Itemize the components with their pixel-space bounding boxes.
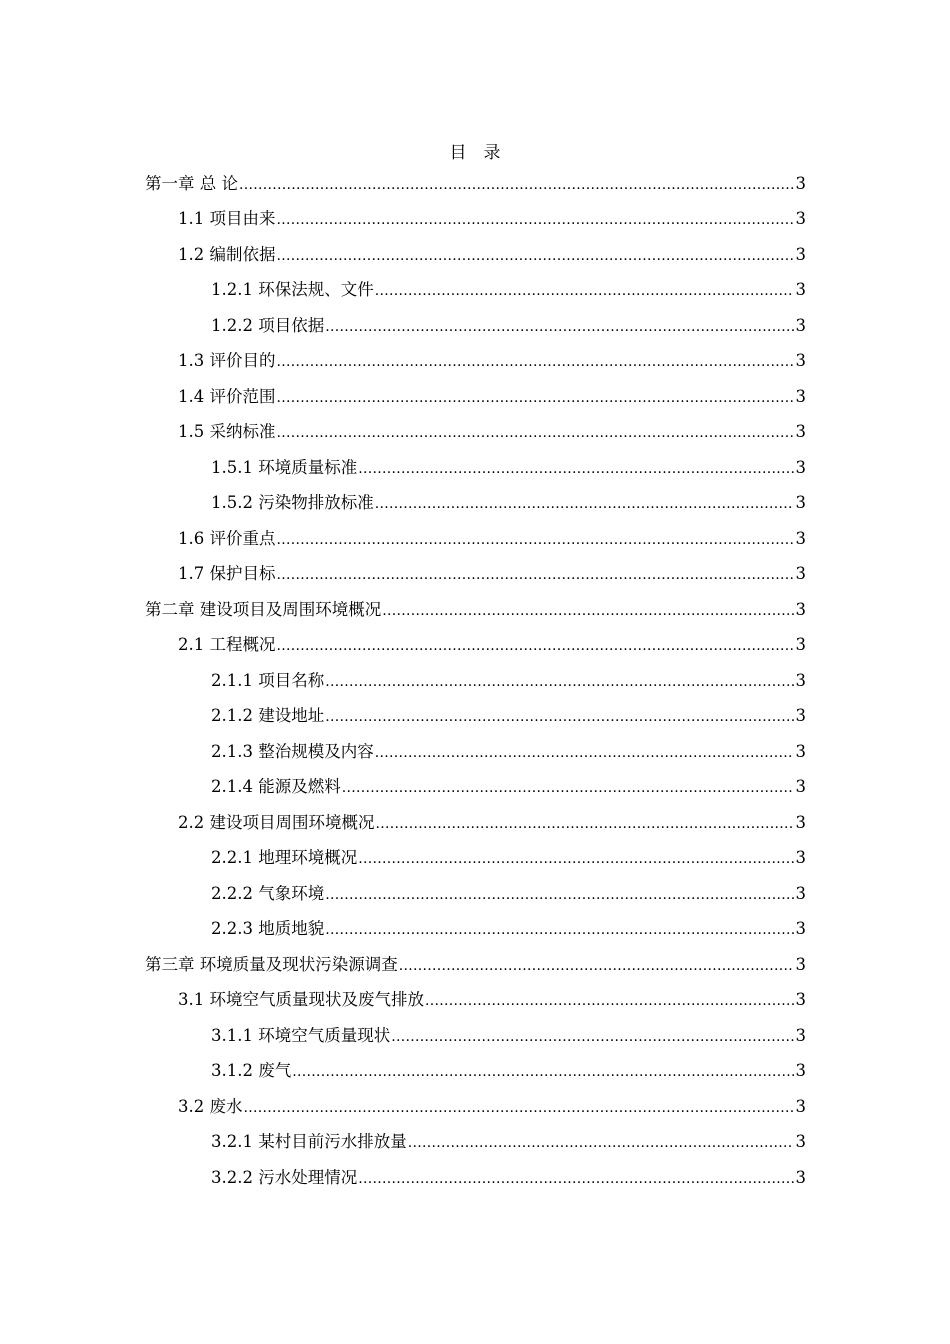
- toc-dot-leader: [358, 847, 794, 869]
- toc-entry-label: 第二章 建设项目及周围环境概况: [145, 599, 382, 619]
- toc-entry[interactable]: [0, 983, 950, 1019]
- toc-dot-leader: [277, 528, 795, 550]
- toc-dot-leader: [375, 741, 794, 763]
- toc-entry[interactable]: [0, 805, 950, 841]
- toc-entry-label: 1.2 编制依据: [178, 244, 276, 264]
- toc-entry[interactable]: [0, 273, 950, 309]
- toc-page-number: 3: [795, 1061, 806, 1081]
- toc-dot-leader: [425, 989, 794, 1011]
- toc-dot-leader: [292, 1060, 794, 1082]
- toc-dot-leader: [277, 208, 795, 230]
- toc-entry[interactable]: [0, 166, 950, 202]
- toc-entry-label: 2.2 建设项目周围环境概况: [178, 812, 375, 832]
- toc-title-char: 目: [449, 143, 467, 163]
- toc-page-number: 3: [795, 741, 806, 761]
- toc-dot-leader: [408, 1131, 794, 1153]
- toc-entry[interactable]: [0, 1125, 950, 1161]
- toc-entry-label: 1.7 保护目标: [178, 564, 276, 584]
- toc-entry-label: 第一章 总 论: [145, 173, 238, 193]
- toc-entry-label: 2.2.1 地理环境概况: [211, 848, 358, 868]
- toc-dot-leader: [277, 421, 795, 443]
- toc-entry[interactable]: [0, 1018, 950, 1054]
- toc-dot-leader: [325, 918, 794, 940]
- toc-entry[interactable]: [0, 699, 950, 735]
- toc-page-number: 3: [795, 990, 806, 1010]
- toc-entry[interactable]: [0, 734, 950, 770]
- toc-page-number: 3: [795, 244, 806, 264]
- toc-dot-leader: [376, 812, 795, 834]
- toc-page-number: 3: [795, 1025, 806, 1045]
- toc-dot-leader: [277, 386, 795, 408]
- toc-entry[interactable]: [0, 663, 950, 699]
- toc-entry-label: 2.1.3 整治规模及内容: [211, 741, 374, 761]
- toc-page-number: 3: [795, 457, 806, 477]
- toc-entry-label: 1.2.2 项目依据: [211, 315, 325, 335]
- toc-entry[interactable]: [0, 876, 950, 912]
- toc-dot-leader: [277, 634, 795, 656]
- toc-page-number: 3: [795, 422, 806, 442]
- toc-entry-label: 3.1.1 环境空气质量现状: [211, 1025, 391, 1045]
- toc-entry-label: 2.1.4 能源及燃料: [211, 777, 341, 797]
- toc-entry-label: 3.1 环境空气质量现状及废气排放: [178, 990, 424, 1010]
- toc-page-number: 3: [795, 777, 806, 797]
- toc-entry-label: 1.5.1 环境质量标准: [211, 457, 358, 477]
- toc-dot-leader: [399, 954, 794, 976]
- toc-page-number: 3: [795, 1132, 806, 1152]
- toc-page-number: 3: [795, 919, 806, 939]
- toc-dot-leader: [391, 1025, 794, 1047]
- toc-page-number: 3: [795, 209, 806, 229]
- toc-entry[interactable]: [0, 592, 950, 628]
- toc-entry-label: 2.2.3 地质地貌: [211, 919, 325, 939]
- toc-entry-label: 2.1 工程概况: [178, 635, 276, 655]
- toc-page-number: 3: [795, 848, 806, 868]
- toc-entry-label: 第三章 环境质量及现状污染源调查: [145, 954, 398, 974]
- toc-entry-label: 3.2.2 污水处理情况: [211, 1167, 358, 1187]
- toc-entry[interactable]: [0, 557, 950, 593]
- toc-dot-leader: [239, 173, 794, 195]
- toc-entry-label: 1.4 评价范围: [178, 386, 276, 406]
- toc-entry-label: 3.2 废水: [178, 1096, 243, 1116]
- toc-dot-leader: [325, 670, 794, 692]
- toc-dot-leader: [382, 599, 794, 621]
- toc-page-number: 3: [795, 706, 806, 726]
- toc-dot-leader: [244, 1096, 795, 1118]
- toc-entry[interactable]: [0, 947, 950, 983]
- toc-dot-leader: [325, 883, 794, 905]
- toc-entry[interactable]: [0, 1054, 950, 1090]
- toc-entry[interactable]: [0, 912, 950, 948]
- toc-entry-label: 1.6 评价重点: [178, 528, 276, 548]
- toc-entry[interactable]: [0, 379, 950, 415]
- toc-entry-label: 1.5 采纳标准: [178, 422, 276, 442]
- toc-entry-label: 1.3 评价目的: [178, 351, 276, 371]
- toc-entry[interactable]: [0, 521, 950, 557]
- toc-entry[interactable]: [0, 308, 950, 344]
- toc-entry-label: 2.1.2 建设地址: [211, 706, 325, 726]
- toc-list: [0, 166, 950, 1196]
- toc-dot-leader: [375, 492, 794, 514]
- toc-entry-label: 2.2.2 气象环境: [211, 883, 325, 903]
- toc-entry[interactable]: [0, 486, 950, 522]
- toc-page-number: 3: [795, 599, 806, 619]
- toc-dot-leader: [277, 350, 795, 372]
- toc-page-number: 3: [795, 493, 806, 513]
- toc-entry[interactable]: [0, 1160, 950, 1196]
- toc-dot-leader: [325, 705, 794, 727]
- toc-entry-label: 1.5.2 污染物排放标准: [211, 493, 374, 513]
- toc-entry[interactable]: [0, 202, 950, 238]
- toc-page-number: 3: [795, 351, 806, 371]
- toc-dot-leader: [277, 563, 795, 585]
- toc-entry-label: 3.1.2 废气: [211, 1061, 292, 1081]
- toc-dot-leader: [375, 279, 794, 301]
- toc-entry-label: 1.1 项目由来: [178, 209, 276, 229]
- toc-entry-label: 1.2.1 环保法规、文件: [211, 280, 374, 300]
- toc-page-number: 3: [795, 386, 806, 406]
- toc-page-number: 3: [795, 812, 806, 832]
- toc-page-number: 3: [795, 315, 806, 335]
- toc-entry[interactable]: [0, 450, 950, 486]
- toc-entry[interactable]: [0, 628, 950, 664]
- toc-entry-label: 2.1.1 项目名称: [211, 670, 325, 690]
- toc-entry[interactable]: [0, 841, 950, 877]
- toc-title-char: 录: [483, 143, 501, 163]
- toc-page-number: 3: [795, 670, 806, 690]
- toc-dot-leader: [277, 244, 795, 266]
- toc-page-number: 3: [795, 528, 806, 548]
- toc-page-number: 3: [795, 1096, 806, 1116]
- toc-page-number: 3: [795, 173, 806, 193]
- toc-dot-leader: [325, 315, 794, 337]
- toc-entry[interactable]: [0, 237, 950, 273]
- toc-entry[interactable]: [0, 1089, 950, 1125]
- toc-entry[interactable]: [0, 344, 950, 380]
- toc-page-number: 3: [795, 564, 806, 584]
- toc-title: [0, 142, 950, 164]
- toc-entry[interactable]: [0, 770, 950, 806]
- toc-page-number: 3: [795, 1167, 806, 1187]
- toc-dot-leader: [358, 457, 794, 479]
- toc-page-number: 3: [795, 954, 806, 974]
- toc-entry-label: 3.2.1 某村目前污水排放量: [211, 1132, 407, 1152]
- toc-entry[interactable]: [0, 415, 950, 451]
- toc-page-number: 3: [795, 280, 806, 300]
- toc-dot-leader: [342, 776, 794, 798]
- toc-page-number: 3: [795, 635, 806, 655]
- toc-page-number: 3: [795, 883, 806, 903]
- toc-dot-leader: [358, 1167, 794, 1189]
